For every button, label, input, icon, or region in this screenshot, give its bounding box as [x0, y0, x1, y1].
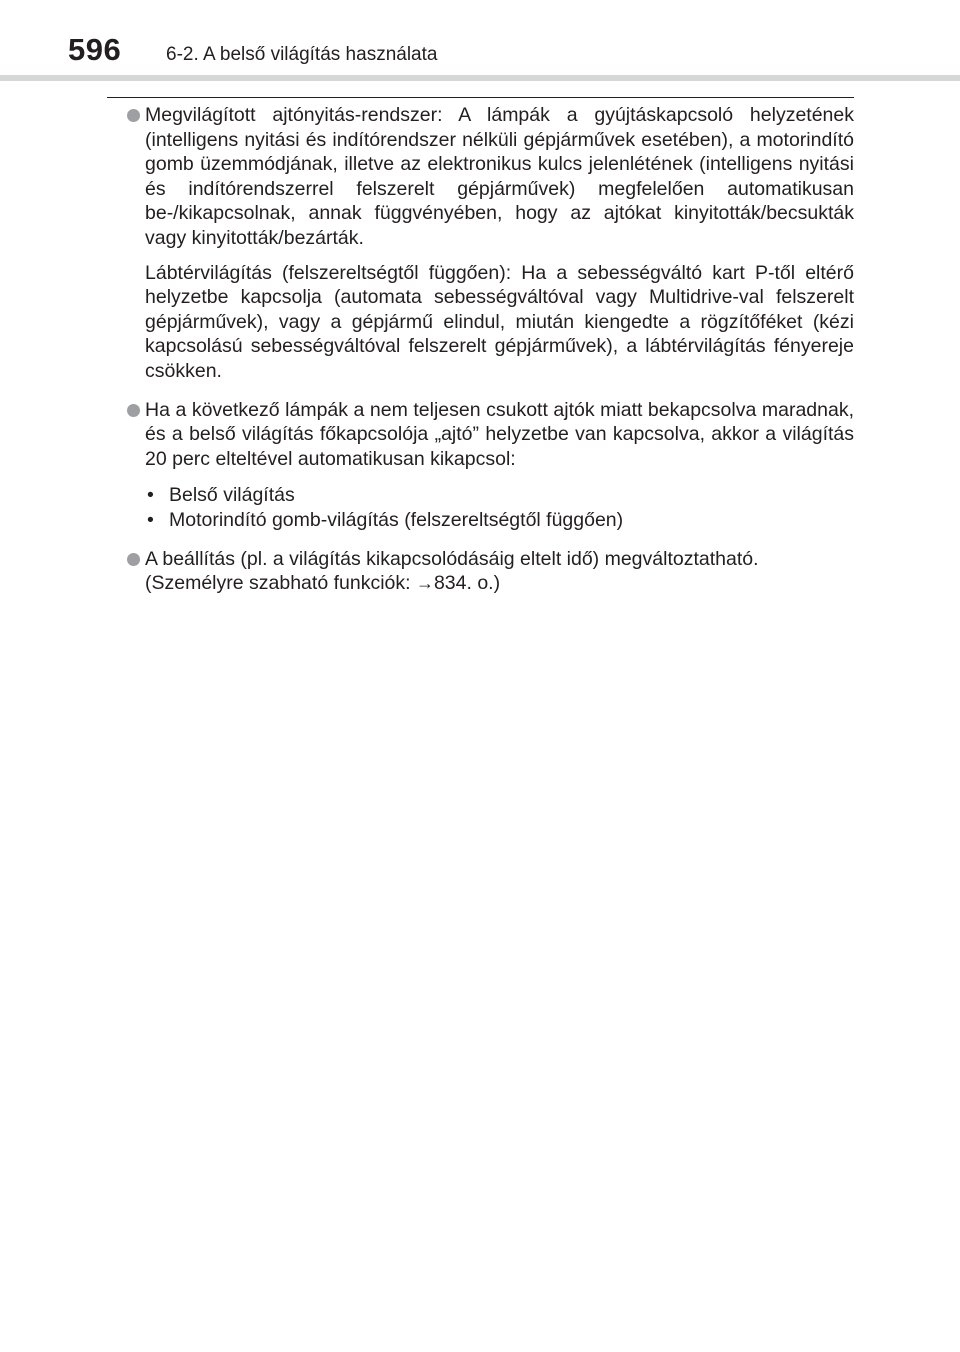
- paragraph-settings: [145, 547, 854, 596]
- sub-bullet-icon: •: [147, 508, 154, 531]
- page-header: [0, 0, 960, 80]
- content-top-rule: [107, 97, 854, 98]
- bullet-item-settings: [127, 547, 854, 596]
- page-reference-link[interactable]: 834. o.): [433, 572, 501, 595]
- paragraph-illuminated-entry: Megvilágított ajtónyitás-rendszer: A lámpák a gyújtáskapcsoló helyzetének (intelligens nyitási és indítórendszer nélküli gépjárművek esetében), a motorindító gomb üzemmódjának, illetve az elektronikus kulcs jelenlétének (intelligens nyitási és indítórendszerrel felszerelt gépjárművek) megfelelően automatikusan be-/kikapcsolnak, annak függvényében, hogy az ajtókat kinyitották/becsukták vagy kinyitották/bezárták.: [145, 104, 854, 249]
- page-number: 596: [68, 32, 122, 67]
- paragraph-auto-off: Ha a következő lámpák a nem teljesen csukott ajtók miatt bekapcsolva maradnak, és a belső világítás főkapcsolója „ajtó” helyzetbe van kapcsolva, akkor a világítás 20 perc elteltével automatikusan kikapcsol:: [145, 398, 854, 470]
- sub-list-item: [145, 483, 854, 508]
- bullet-circle-icon: [127, 553, 140, 566]
- sub-bullet-icon: •: [147, 484, 154, 507]
- bullet-circle-icon: [127, 109, 140, 122]
- sub-item-text: Belső világítás: [169, 484, 295, 507]
- sub-item-text: Motorindító gomb-világítás (felszereltségtől függően): [169, 508, 624, 531]
- bullet-circle-icon: [127, 404, 140, 417]
- sub-list: [145, 483, 854, 532]
- header-divider: [0, 75, 960, 81]
- paragraph-footwell-lighting: Lábtérvilágítás (felszereltségtől függően): Ha a sebességváltó kart P-től eltérő helyzetbe kapcsolja (automata sebességváltóval vagy Multidrive-val felszerelt gépjárművek), vagy a gépjármű elindul, miután kiengedte a rögzítőféket (kézi kapcsolású sebességváltóval felszerelt gépjárművek), a lábtérvilágítás fényereje csökken.: [145, 261, 854, 382]
- reference-prefix: (Személyre szabható funkciók:: [145, 572, 416, 595]
- page-content: [127, 103, 854, 610]
- section-title: 6-2. A belső világítás használata: [166, 44, 438, 65]
- bullet-item-auto-off: [127, 398, 854, 533]
- arrow-right-icon: →: [415, 573, 434, 594]
- bullet-item-door-lighting: [127, 103, 854, 384]
- sub-list-item: [145, 508, 854, 533]
- settings-text: A beállítás (pl. a világítás kikapcsolódásáig eltelt idő) megváltoztatható.: [145, 547, 759, 570]
